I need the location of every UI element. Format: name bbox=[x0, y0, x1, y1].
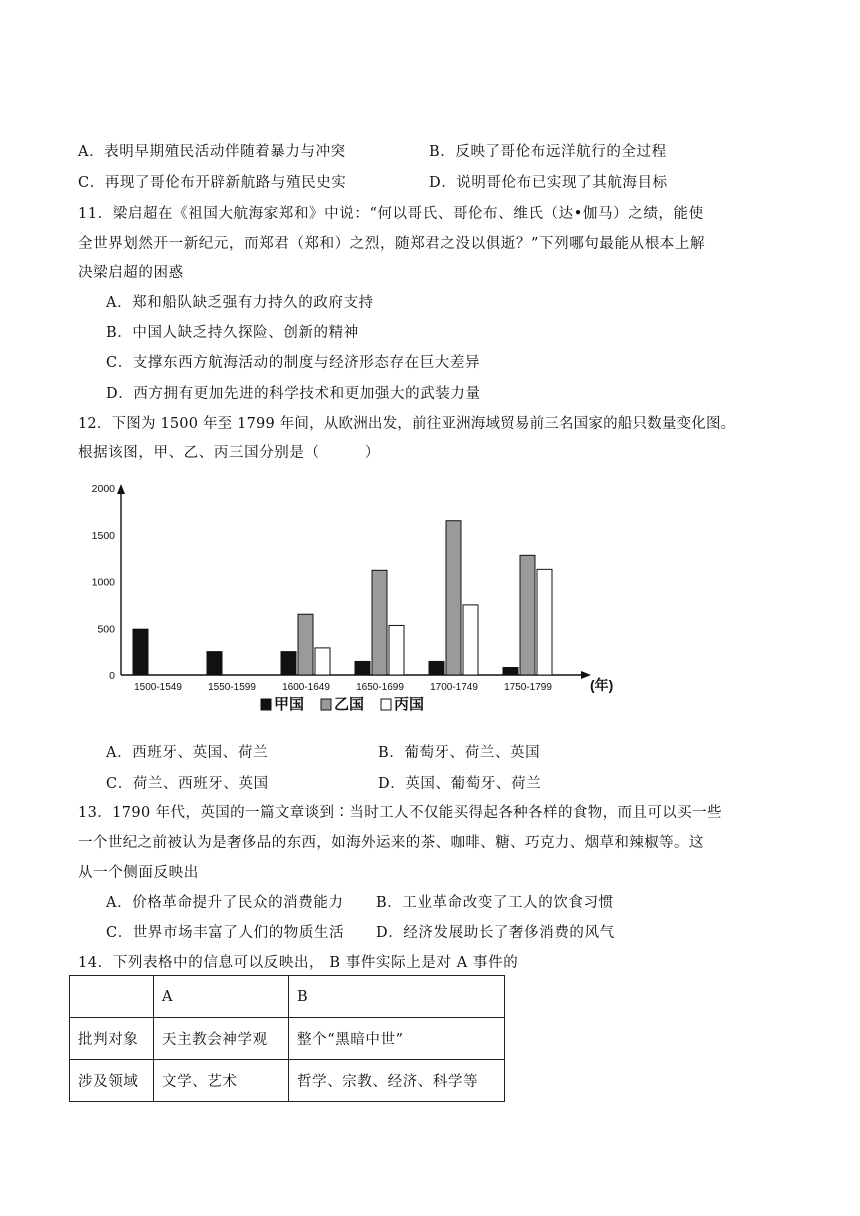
q11-option-b: B．中国人缺乏持久探险、创新的精神 bbox=[106, 325, 359, 341]
y-axis-arrow bbox=[117, 484, 125, 494]
q13-stem-line-2: 一个世纪之前被认为是奢侈品的东西，如海外运来的茶、咖啡、糖、巧克力、烟草和辣椒等。这 bbox=[78, 835, 704, 851]
legend-swatch bbox=[321, 699, 331, 710]
y-tick-label: 2000 bbox=[91, 483, 115, 495]
q10-option-b: B．反映了哥伦布远洋航行的全过程 bbox=[429, 144, 667, 160]
q13-option-a: A．价格革命提升了民众的消费能力 bbox=[106, 895, 344, 911]
table-cell: 文学、艺术 bbox=[154, 1060, 289, 1102]
bar-jia bbox=[133, 629, 148, 675]
legend-label: 甲国 bbox=[274, 696, 305, 713]
legend-swatch bbox=[261, 699, 271, 710]
legend-label: 乙国 bbox=[334, 696, 365, 713]
table-row bbox=[70, 1060, 505, 1102]
q11-stem-line-2: 全世界划然开一新纪元，而郑君（郑和）之烈，随郑君之没以俱逝？”下列哪句最能从根本上解 bbox=[78, 236, 706, 252]
x-tick-label: 1750-1799 bbox=[504, 682, 552, 693]
q12-stem-line-1: 12．下图为 1500 年至 1799 年间，从欧洲出发，前往亚洲海域贸易前三名国家的船只数量变化图。 bbox=[78, 416, 736, 432]
q12-stem-line-2: 根据该图，甲、乙、丙三国分别是（ ） bbox=[78, 445, 380, 461]
y-tick-label: 500 bbox=[97, 623, 115, 636]
ship-count-bar-chart bbox=[78, 478, 638, 728]
bar-jia bbox=[503, 668, 518, 675]
bar-bing bbox=[537, 569, 552, 675]
q13-stem-line-3: 从一个侧面反映出 bbox=[78, 865, 199, 881]
x-tick-label: 1650-1699 bbox=[356, 682, 404, 693]
q13-stem-line-1: 13．1790 年代，英国的一篇文章谈到∶当时工人不仅能买得起各种各样的食物，而且可以买一些 bbox=[78, 805, 722, 821]
x-tick-label: 1700-1749 bbox=[430, 682, 478, 693]
x-tick-label: 1500-1549 bbox=[134, 682, 182, 693]
y-tick-label: 1000 bbox=[91, 576, 115, 589]
table-cell: 整个“黑暗中世” bbox=[289, 1018, 505, 1060]
q13-option-d: D．经济发展助长了奢侈消费的风气 bbox=[376, 925, 615, 941]
y-tick-label: 1500 bbox=[91, 529, 115, 542]
q11-option-d: D．西方拥有更加先进的科学技术和更加强大的武装力量 bbox=[106, 386, 481, 402]
table-header-row bbox=[70, 976, 505, 1018]
table-header-cell bbox=[70, 976, 154, 1018]
bar-jia bbox=[355, 661, 370, 675]
bar-yi bbox=[520, 555, 535, 675]
legend-label: 丙国 bbox=[394, 696, 425, 713]
x-axis-label: (年) bbox=[590, 677, 614, 693]
bar-yi bbox=[446, 521, 461, 675]
q12-option-d: D．英国、葡萄牙、荷兰 bbox=[378, 776, 542, 792]
bar-jia bbox=[207, 652, 222, 675]
q11-option-a: A．郑和船队缺乏强有力持久的政府支持 bbox=[106, 295, 374, 311]
bar-bing bbox=[463, 605, 478, 675]
x-tick-label: 1600-1649 bbox=[282, 682, 330, 693]
q10-option-d: D．说明哥伦布已实现了其航海目标 bbox=[429, 175, 668, 191]
q10-option-c: C．再现了哥伦布开辟新航路与殖民史实 bbox=[78, 175, 347, 191]
q13-option-c: C．世界市场丰富了人们的物质生活 bbox=[106, 925, 345, 941]
bar-yi bbox=[372, 570, 387, 675]
table-cell: 涉及领域 bbox=[70, 1060, 154, 1102]
table-row bbox=[70, 1018, 505, 1060]
q14-stem: 14．下列表格中的信息可以反映出， B 事件实际上是对 A 事件的 bbox=[78, 955, 519, 971]
bar-bing bbox=[315, 648, 330, 675]
q13-option-b: B．工业革命改变了工人的饮食习惯 bbox=[376, 895, 614, 911]
q12-option-a: A．西班牙、英国、荷兰 bbox=[106, 745, 269, 761]
bar-bing bbox=[389, 625, 404, 675]
bar-jia bbox=[429, 661, 444, 675]
table-cell: 批判对象 bbox=[70, 1018, 154, 1060]
bar-jia bbox=[281, 652, 296, 675]
q12-option-b: B．葡萄牙、荷兰、英国 bbox=[378, 745, 541, 761]
q10-option-a: A．表明早期殖民活动伴随着暴力与冲突 bbox=[78, 144, 346, 160]
table-header-cell: A bbox=[154, 976, 289, 1018]
table-cell: 哲学、宗教、经济、科学等 bbox=[289, 1060, 505, 1102]
q11-option-c: C．支撑东西方航海活动的制度与经济形态存在巨大差异 bbox=[106, 355, 481, 371]
q11-stem-line-1: 11．梁启超在《祖国大航海家郑和》中说：“何以哥氏、哥伦布、维氏（达•伽马）之绩，能使 bbox=[78, 206, 704, 222]
x-tick-label: 1550-1599 bbox=[208, 682, 256, 693]
q12-option-c: C．荷兰、西班牙、英国 bbox=[106, 776, 269, 792]
q14-comparison-table bbox=[69, 975, 505, 1102]
bar-yi bbox=[298, 614, 313, 675]
table-cell: 天主教会神学观 bbox=[154, 1018, 289, 1060]
legend-swatch bbox=[381, 699, 391, 710]
table-header-cell: B bbox=[289, 976, 505, 1018]
y-tick-label: 0 bbox=[109, 670, 115, 682]
q11-stem-line-3: 决梁启超的困惑 bbox=[78, 265, 184, 281]
